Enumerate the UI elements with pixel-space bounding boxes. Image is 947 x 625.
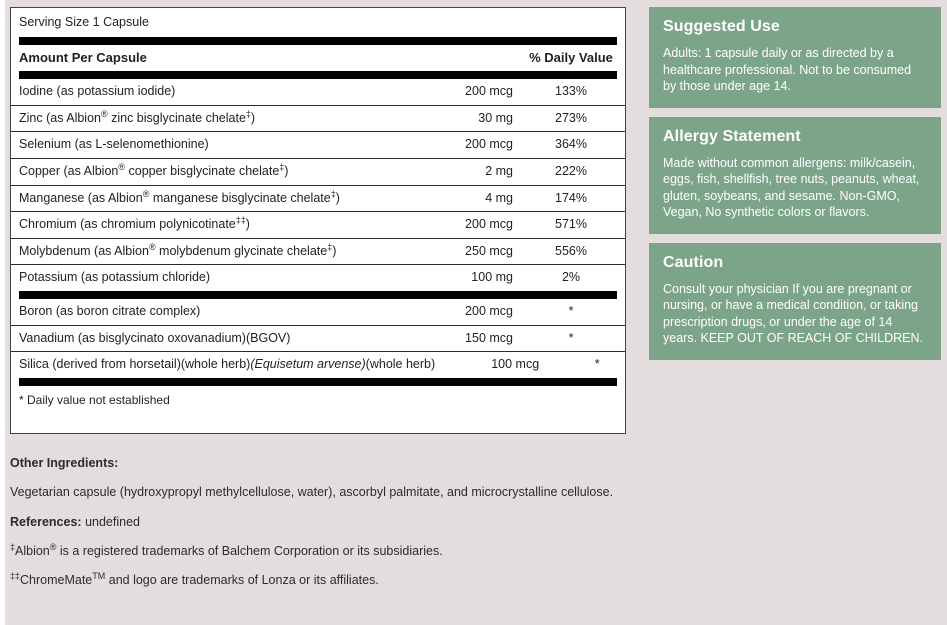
references-line	[10, 514, 626, 530]
nutrient-amount: 200 mcg	[465, 84, 513, 98]
registered-icon: ®	[142, 188, 150, 199]
nutrient-name: Vanadium (as bisglycinato oxovanadium)(BGOV)	[19, 330, 291, 345]
other-ingredients-text: Vegetarian capsule (hydroxypropyl methylcellulose, water), ascorbyl palmitate, and microcrystalline cellulose.	[10, 485, 614, 500]
nutrient-row	[11, 186, 625, 213]
nutrient-amount: 100 mcg	[491, 357, 540, 372]
nutrient-row	[11, 239, 625, 266]
nutrient-name: Boron (as boron citrate complex)	[19, 304, 201, 318]
thick-rule-under-header	[19, 71, 617, 79]
nutrient-daily-value: 2%	[561, 270, 581, 285]
info-card-title: Allergy Statement	[663, 127, 801, 145]
thick-rule-mid	[19, 291, 617, 299]
info-cards-column	[649, 7, 941, 369]
other-ingredients-label	[10, 455, 626, 471]
trademark-albion-text: is a registered trademarks of Balchem Corporation or its subsidiaries.	[56, 543, 443, 558]
registered-icon: ®	[49, 541, 57, 552]
nutrient-daily-value: *	[568, 330, 574, 345]
registered-icon: ®	[100, 108, 108, 119]
nutrient-row	[11, 352, 625, 378]
nutrient-row	[11, 132, 625, 159]
nutrient-daily-value: 222%	[555, 163, 587, 178]
info-card-body: Consult your physician If you are pregnant or nursing, or have a medical condition, or taking prescription drugs, or under the age of 14 years. KEEP OUT OF REACH OF CHILDREN.	[663, 281, 924, 345]
dagger-marker-icon: ‡‡	[235, 214, 246, 225]
column-header-daily-value: % Daily Value	[529, 50, 613, 65]
registered-icon: ®	[148, 241, 156, 252]
nutrient-daily-value: 273%	[555, 110, 587, 125]
trademark-albion-name: Albion	[15, 543, 50, 558]
nutrient-daily-value: 556%	[555, 243, 587, 258]
nutrient-daily-value: 364%	[555, 137, 587, 152]
nutrient-daily-value: 133%	[555, 84, 587, 98]
nutrient-amount: 200 mcg	[465, 217, 513, 232]
nutrient-amount: 200 mcg	[465, 304, 513, 318]
nutrient-name: Manganese (as Albion® manganese bisglycinate chelate‡)	[19, 188, 340, 205]
trademark-icon: TM	[92, 570, 106, 581]
trademark-albion-line	[10, 543, 626, 559]
left-margin-strip	[0, 0, 5, 625]
nutrient-name: Potassium (as potassium chloride)	[19, 270, 211, 285]
other-ingredients-label-text: Other Ingredients:	[10, 456, 119, 470]
latin-binomial: (Equisetum arvense)	[250, 357, 366, 372]
nutrient-row	[11, 326, 625, 353]
supplement-facts-panel	[10, 7, 626, 434]
info-card-allergy-statement	[649, 117, 941, 234]
nutrient-amount: 2 mg	[485, 163, 513, 178]
nutrient-name: Chromium (as chromium polynicotinate‡‡)	[19, 214, 250, 232]
nutrient-row	[11, 212, 625, 239]
nutrient-name: Zinc (as Albion® zinc bisglycinate chelate‡)	[19, 108, 256, 125]
dagger-marker-icon: ‡	[330, 188, 336, 199]
nutrient-rows-no-daily-value	[11, 299, 625, 378]
trademark-chromemate-line	[10, 572, 626, 588]
double-dagger-double-marker: ‡‡	[10, 570, 21, 581]
info-card-body: Adults: 1 capsule daily or as directed by a healthcare professional. Not to be consumed by those under age 14.	[663, 46, 912, 93]
nutrient-daily-value: *	[594, 357, 600, 372]
trademark-chromemate-text: and logo are trademarks of Lonza or its affiliates.	[105, 573, 379, 587]
nutrient-name: Silica (derived from horsetail)(whole herb)(Equisetum arvense)(whole herb)	[19, 357, 436, 372]
double-dagger-marker: ‡	[10, 541, 16, 552]
serving-size-row	[11, 8, 625, 37]
nutrient-amount: 250 mcg	[465, 243, 513, 258]
nutrient-amount: 100 mg	[471, 270, 513, 285]
nutrient-daily-value: *	[568, 304, 574, 318]
nutrient-name: Selenium (as L-selenomethionine)	[19, 137, 209, 152]
table-header-row	[11, 45, 625, 71]
nutrient-row	[11, 79, 625, 106]
nutrient-name: Molybdenum (as Albion® molybdenum glycinate chelate‡)	[19, 241, 337, 258]
daily-value-footnote: * Daily value not established	[19, 392, 170, 407]
nutrient-row	[11, 106, 625, 133]
nutrient-name: Iodine (as potassium iodide)	[19, 84, 176, 98]
nutrient-amount: 200 mcg	[465, 137, 513, 152]
serving-size-text: Serving Size 1 Capsule	[19, 15, 149, 29]
references-value: undefined	[85, 514, 140, 529]
nutrient-amount: 150 mcg	[465, 330, 513, 345]
dagger-marker-icon: ‡	[245, 108, 251, 119]
dagger-marker-icon: ‡	[279, 161, 285, 172]
nutrient-row	[11, 299, 625, 326]
info-card-title: Caution	[663, 253, 724, 271]
info-card-caution	[649, 243, 941, 360]
nutrient-row	[11, 265, 625, 291]
thick-rule-bottom	[19, 378, 617, 386]
references-label: References:	[10, 514, 82, 529]
nutrient-daily-value: 174%	[555, 190, 587, 205]
nutrient-name: Copper (as Albion® copper bisglycinate chelate‡)	[19, 161, 289, 178]
info-card-suggested-use	[649, 7, 941, 108]
trademark-chromemate-name: ChromeMate	[20, 573, 93, 587]
thick-rule-top	[19, 37, 617, 45]
dagger-marker-icon: ‡	[327, 241, 333, 252]
nutrient-daily-value: 571%	[555, 217, 587, 232]
other-info-block	[10, 455, 626, 601]
info-card-body: Made without common allergens: milk/casein, eggs, fish, shellfish, tree nuts, peanuts, wheat, gluten, soybeans, and sesame. Non-GMO, Vegan, No synthetic colors or flavors.	[663, 155, 920, 219]
nutrient-row	[11, 159, 625, 186]
nutrient-amount: 30 mg	[478, 110, 513, 125]
info-card-title: Suggested Use	[663, 18, 780, 35]
registered-icon: ®	[118, 161, 126, 172]
column-header-amount: Amount Per Capsule	[19, 50, 147, 65]
nutrient-rows	[11, 79, 625, 291]
nutrient-amount: 4 mg	[485, 190, 513, 205]
